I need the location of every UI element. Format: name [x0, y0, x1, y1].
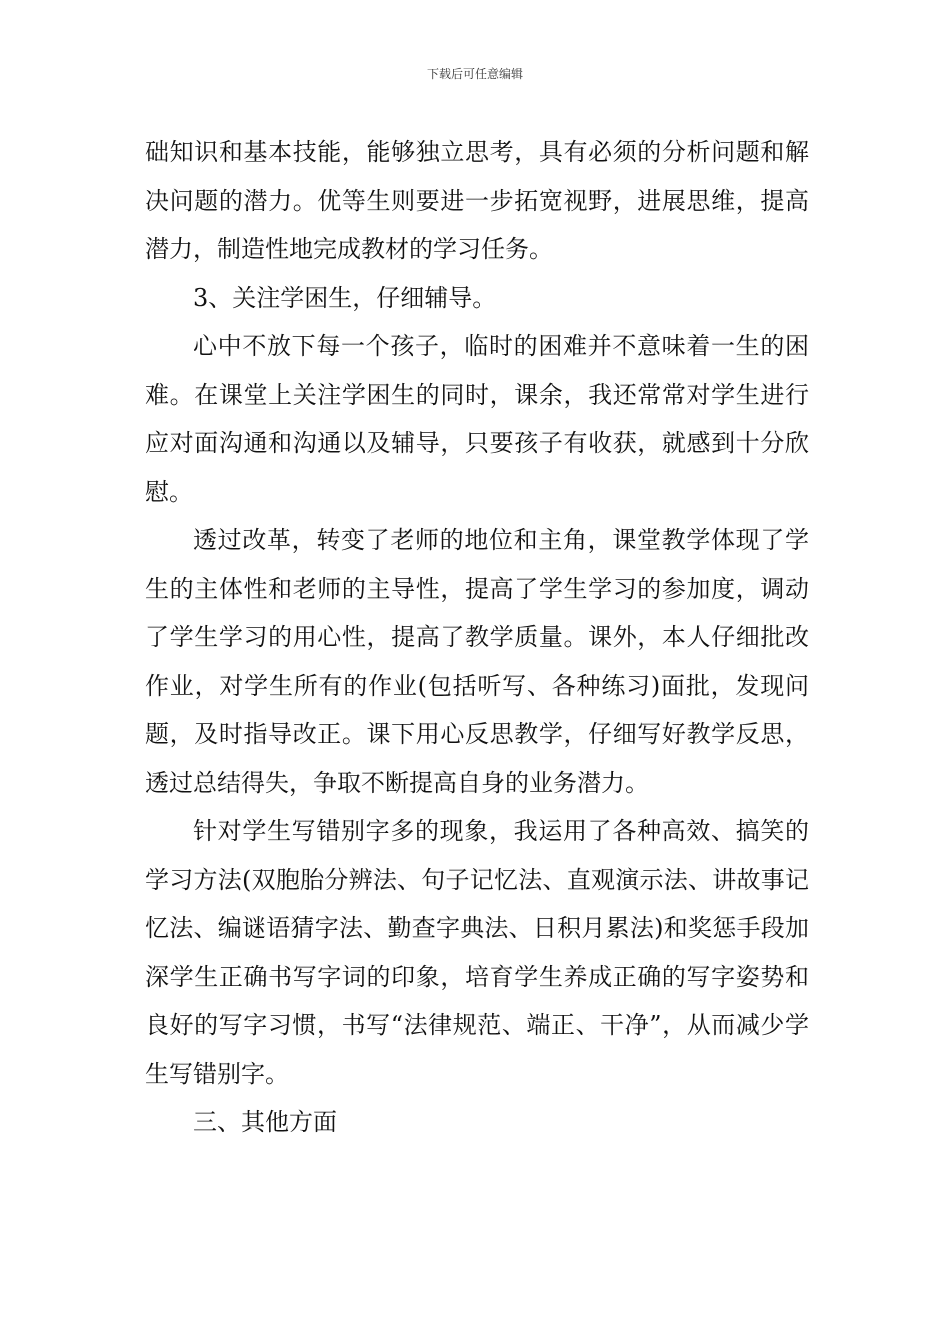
document-body [145, 128, 809, 1147]
paragraph: 透过改革，转变了老师的地位和主角，课堂教学体现了学生的主体性和老师的主导性，提高了学生学习的参加度，调动了学生学习的用心性，提高了教学质量。课外，本人仔细批改作业，对学生所有的作业(包括听写、各种练习)面批，发现问题，及时指导改正。课下用心反思教学，仔细写好教学反思，透过总结得失，争取不断提高自身的业务潜力。 [145, 526, 809, 797]
paragraph-continuation: 础知识和基本技能，能够独立思考，具有必须的分析问题和解决问题的潜力。优等生则要进一步拓宽视野，进展思维，提高潜力，制造性地完成教材的学习任务。 [145, 138, 809, 263]
paragraph: 心中不放下每一个孩子，临时的困难并不意味着一生的困难。在课堂上关注学困生的同时，课余，我还常常对学生进行应对面沟通和沟通以及辅导，只要孩子有收获，就感到十分欣慰。 [145, 332, 809, 506]
section-heading: 三、其他方面 [193, 1108, 337, 1136]
page-header: 下载后可任意编辑 [426, 67, 523, 81]
paragraph: 针对学生写错别字多的现象，我运用了各种高效、搞笑的学习方法(双胞胎分辨法、句子记忆法、直观演示法、讲故事记忆法、编谜语猜字法、勤查字典法、日积月累法)和奖惩手段加深学生正确书写字词的印象，培育学生养成正确的写字姿势和良好的写字习惯，书写“法律规范、端正、干净”，从而减少学生写错别字。 [145, 817, 809, 1088]
paragraph-subheading: 3、关注学困生，仔细辅导。 [193, 283, 497, 312]
